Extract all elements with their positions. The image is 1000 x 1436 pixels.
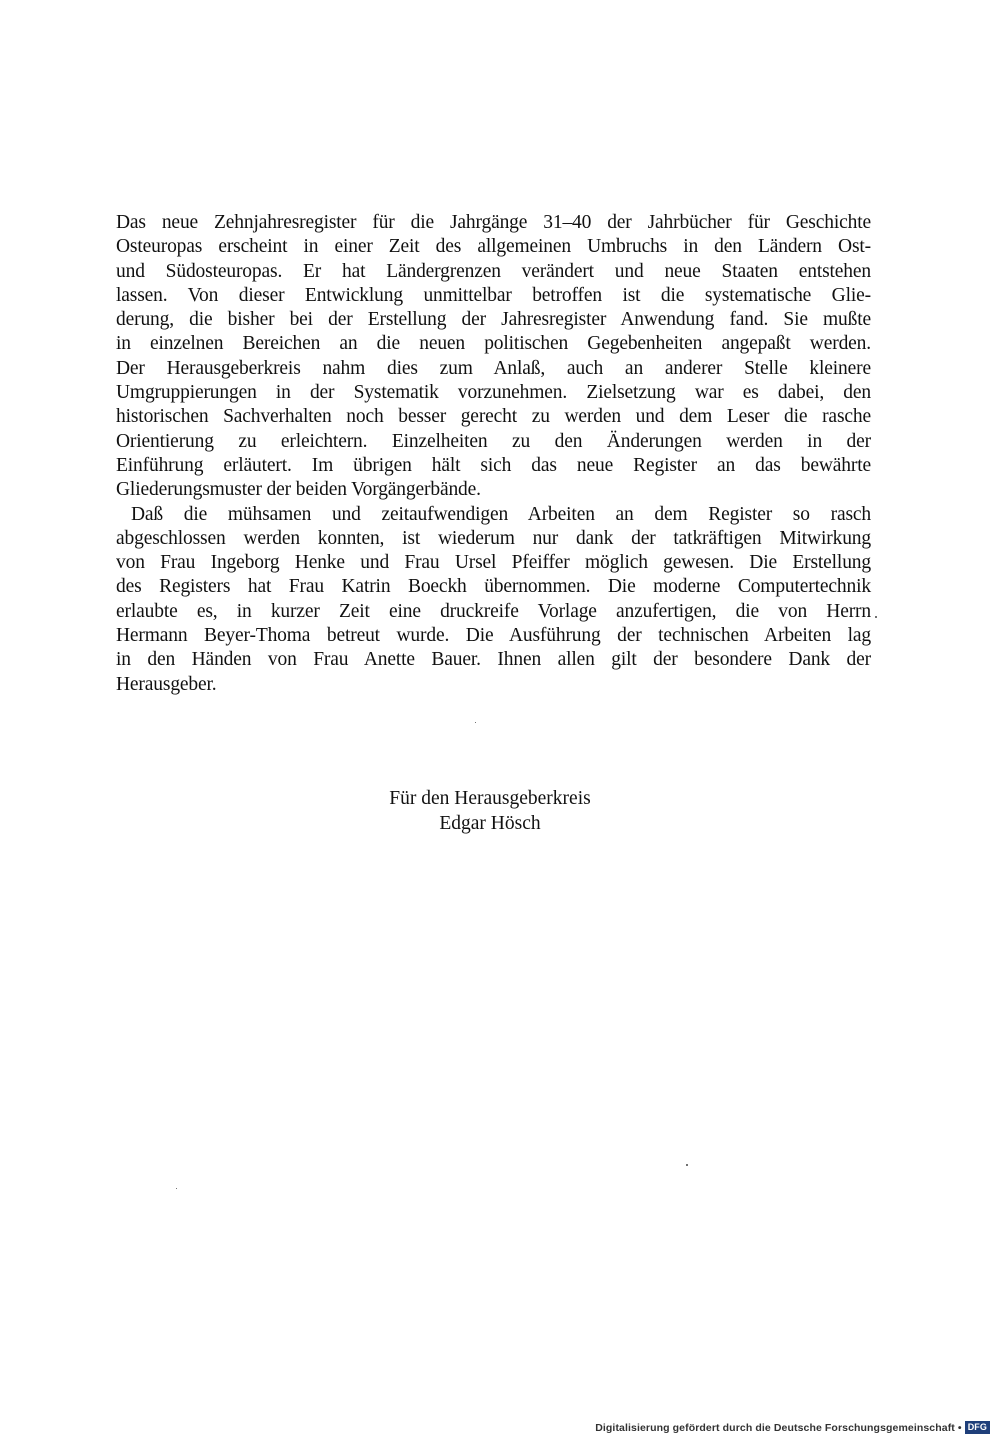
signature-line: Für den Herausgeberkreis bbox=[389, 788, 591, 809]
text-line: erlaubte es, in kurzer Zeit eine druckreife Vorlage anzufertigen, die von Herrn bbox=[116, 600, 871, 622]
text-line: Hermann Beyer-Thoma betreut wurde. Die Ausführung der technischen Arbeiten lag bbox=[116, 625, 871, 647]
text-line: Das neue Zehnjahresregister für die Jahrgänge 31–40 der Jahrbücher für Geschichte bbox=[116, 212, 871, 233]
text-line: Einführung erläutert. Im übrigen hält sich das neue Register an das bewährte bbox=[116, 454, 871, 476]
text-line: historischen Sachverhalten noch besser gerecht zu werden und dem Leser die rasche bbox=[116, 406, 871, 428]
scan-speck bbox=[475, 722, 476, 723]
text-line: Gliederungsmuster der beiden Vorgängerbände. bbox=[116, 479, 481, 501]
text-line: Osteuropas erscheint in einer Zeit des allgemeinen Umbruchs in den Ländern Ost- bbox=[116, 236, 871, 258]
text-line: abgeschlossen werden konnten, ist wiederum nur dank der tatkräftigen Mitwirkung bbox=[116, 527, 871, 549]
text-line: Herausgeber. bbox=[116, 673, 217, 695]
scan-speck bbox=[875, 616, 877, 618]
body-text bbox=[116, 211, 871, 697]
scan-speck bbox=[176, 1188, 177, 1189]
signature-name: Edgar Hösch bbox=[439, 812, 541, 834]
text-line: lassen. Von dieser Entwicklung unmittelbar betroffen ist die systematische Glie- bbox=[116, 284, 871, 306]
footer-separator: • bbox=[957, 1421, 962, 1434]
text-line: Der Herausgeberkreis nahm dies zum Anlaß, auch an anderer Stelle kleinere bbox=[116, 357, 871, 379]
signature-block bbox=[340, 787, 640, 836]
text-line: derung, die bisher bei der Erstellung der Jahresregister Anwendung fand. Sie mußte bbox=[116, 309, 871, 331]
text-line: Daß die mühsamen und zeitaufwendigen Arbeiten an dem Register so rasch bbox=[131, 503, 871, 525]
scan-speck bbox=[686, 1164, 688, 1166]
text-line: und Südosteuropas. Er hat Ländergrenzen verändert und neue Staaten entstehen bbox=[116, 260, 871, 282]
text-line: von Frau Ingeborg Henke und Frau Ursel Pfeiffer möglich gewesen. Die Erstellung bbox=[116, 552, 871, 574]
text-line: in einzelnen Bereichen an die neuen politischen Gegebenheiten angepaßt werden. bbox=[116, 333, 871, 355]
text-line: Orientierung zu erleichtern. Einzelheiten zu den Änderungen werden in der bbox=[116, 430, 871, 452]
text-line: des Registers hat Frau Katrin Boeckh übernommen. Die moderne Computertechnik bbox=[116, 576, 871, 598]
text-line: in den Händen von Frau Anette Bauer. Ihnen allen gilt der besondere Dank der bbox=[116, 649, 871, 671]
dfg-logo-icon: DFG bbox=[965, 1421, 990, 1434]
footer-text: Digitalisierung gefördert durch die Deutsche Forschungsgemeinschaft bbox=[595, 1421, 955, 1434]
text-line: Umgruppierungen in der Systematik vorzunehmen. Zielsetzung war es dabei, den bbox=[116, 382, 871, 404]
footer-credit bbox=[595, 1421, 990, 1434]
